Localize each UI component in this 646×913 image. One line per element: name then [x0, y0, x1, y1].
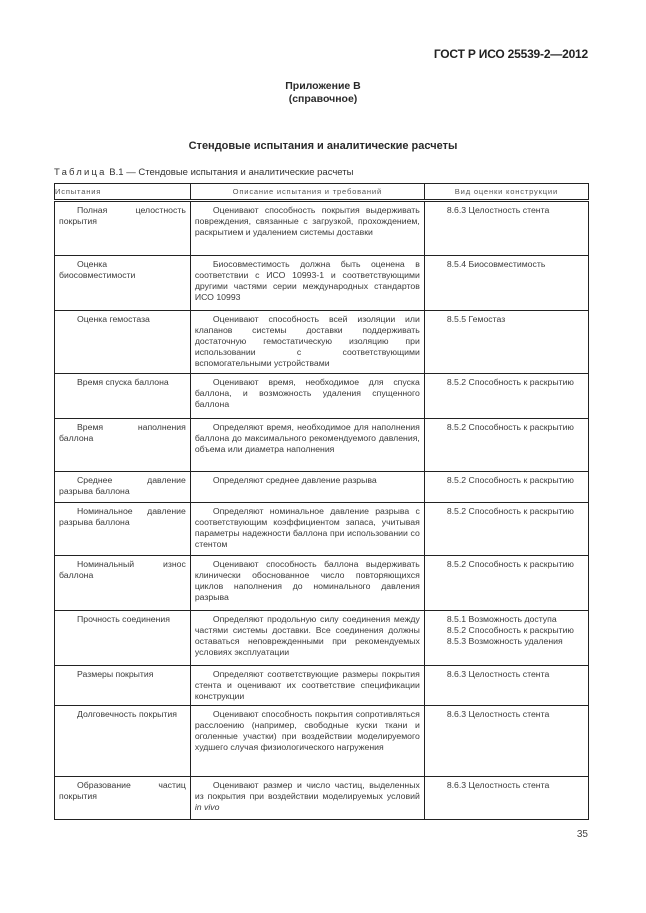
test-name: Долговечность покрытия	[55, 706, 191, 777]
test-name: Размеры покрытия	[55, 666, 191, 706]
table-row	[55, 611, 589, 666]
table-row	[55, 311, 589, 374]
table-row	[55, 419, 589, 472]
annex-title: Приложение В	[285, 80, 361, 92]
table-row	[55, 472, 589, 503]
test-description: Определяют время, необходимое для наполнения баллона до максимального рекомендуемого давления, объема или диаметра наполнения	[190, 419, 424, 472]
test-description: Оценивают способность баллона выдерживать клинически обоснованное число повторяющихся циклов наполнения до номинального давления разрыва	[190, 556, 424, 611]
evaluation-ref: 8.5.4 Биосовместимость	[446, 259, 546, 269]
evaluation-ref: 8.5.2 Способность к раскрытию	[446, 475, 574, 485]
evaluation-ref: 8.5.2 Способность к раскрытию	[446, 506, 574, 516]
column-header-tests: Испытания	[55, 184, 191, 201]
test-description: Оценивают время, необходимое для спуска баллона, и возможность удаления спущенного баллона	[190, 374, 424, 419]
column-header-description: Описание испытания и требований	[190, 184, 424, 201]
table-row	[55, 777, 589, 820]
annex-subtitle: (справочное)	[288, 93, 358, 105]
test-name: Оценка биосовместимости	[55, 256, 191, 311]
evaluation-ref: 8.5.2 Способность к раскрытию	[446, 377, 574, 387]
test-description: Определяют продольную силу соединения между частями системы доставки. Все соединения должны оставаться неповрежденными при рекомендуемых условиях эксплуатации	[190, 611, 424, 666]
table-header-row	[55, 184, 589, 201]
evaluation-ref: 8.6.3 Целостность стента	[446, 780, 550, 790]
test-name: Номинальный износ баллона	[55, 556, 191, 611]
table-caption-prefix: Таблица	[54, 167, 107, 178]
evaluation-ref: 8.6.3 Целостность стента	[446, 669, 550, 679]
evaluation-ref: 8.5.2 Способность к раскрытию	[446, 625, 574, 635]
evaluation-ref: 8.5.2 Способность к раскрытию	[446, 559, 574, 569]
evaluation-ref: 8.5.2 Способность к раскрытию	[446, 422, 574, 432]
annex-heading	[0, 80, 646, 106]
table-row	[55, 201, 589, 256]
table-row	[55, 374, 589, 419]
evaluation-ref: 8.5.1 Возможность доступа	[446, 614, 557, 624]
table-row	[55, 666, 589, 706]
page-number: 35	[576, 829, 588, 840]
table-row	[55, 256, 589, 311]
test-name: Образование частиц покрытия	[55, 777, 191, 820]
evaluation-ref: 8.5.3 Возможность удаления	[446, 636, 563, 646]
test-name: Время наполнения баллона	[55, 419, 191, 472]
table-row	[55, 556, 589, 611]
document-code: ГОСТ Р ИСО 25539-2—2012	[433, 47, 588, 61]
table-caption	[54, 167, 353, 178]
table-caption-number: В.1	[109, 167, 124, 178]
evaluation-ref: 8.6.3 Целостность стента	[446, 205, 550, 215]
test-description: Определяют номинальное давление разрыва с соответствующим коэффициентом запаса, учитывая параметры надежности баллона при использовании со стентом	[190, 503, 424, 556]
description-text: Оценивают размер и число частиц, выделенных из покрытия при воздействии моделируемых условий	[194, 780, 420, 801]
test-description: Оценивают способность покрытия сопротивляться расслоению (например, свободные куски ткани и оголенные участки) при воздействии моделируемого худшего случая физиологического нагружения	[190, 706, 424, 777]
description-italic: in vivo	[194, 802, 220, 812]
test-name: Прочность соединения	[55, 611, 191, 666]
table-caption-text: — Стендовые испытания и аналитические расчеты	[123, 167, 354, 178]
tests-table	[54, 183, 589, 820]
test-name: Время спуска баллона	[55, 374, 191, 419]
test-description: Определяют соответствующие размеры покрытия стента и оценивают их соответствие спецификации конструкции	[190, 666, 424, 706]
test-description: Оценивают способность покрытия выдерживать повреждения, связанные с загрузкой, прохождением, раскрытием и удалением системы доставки	[190, 201, 424, 256]
section-title: Стендовые испытания и аналитические расчеты	[188, 140, 458, 152]
evaluation-ref: 8.6.3 Целостность стента	[446, 709, 550, 719]
test-name: Номинальное давление разрыва баллона	[55, 503, 191, 556]
test-description: Оценивают способность всей изоляции или клапанов системы доставки поддерживать достаточную гемостатическую изоляцию при использовании с соответствующими вспомогательными устройствами	[190, 311, 424, 374]
test-description: Биосовместимость должна быть оценена в соответствии с ИСО 10993-1 и соответствующими другими частями серии международных стандартов ИСО 10993	[190, 256, 424, 311]
evaluation-ref: 8.5.5 Гемостаз	[446, 314, 506, 324]
test-name: Среднее давление разрыва баллона	[55, 472, 191, 503]
test-description: Определяют среднее давление разрыва	[190, 472, 424, 503]
table-row	[55, 503, 589, 556]
column-header-evaluation: Вид оценки конструкции	[424, 184, 588, 201]
table-row	[55, 706, 589, 777]
test-name: Полная целостность покрытия	[55, 201, 191, 256]
test-description	[190, 777, 424, 820]
test-name: Оценка гемостаза	[55, 311, 191, 374]
